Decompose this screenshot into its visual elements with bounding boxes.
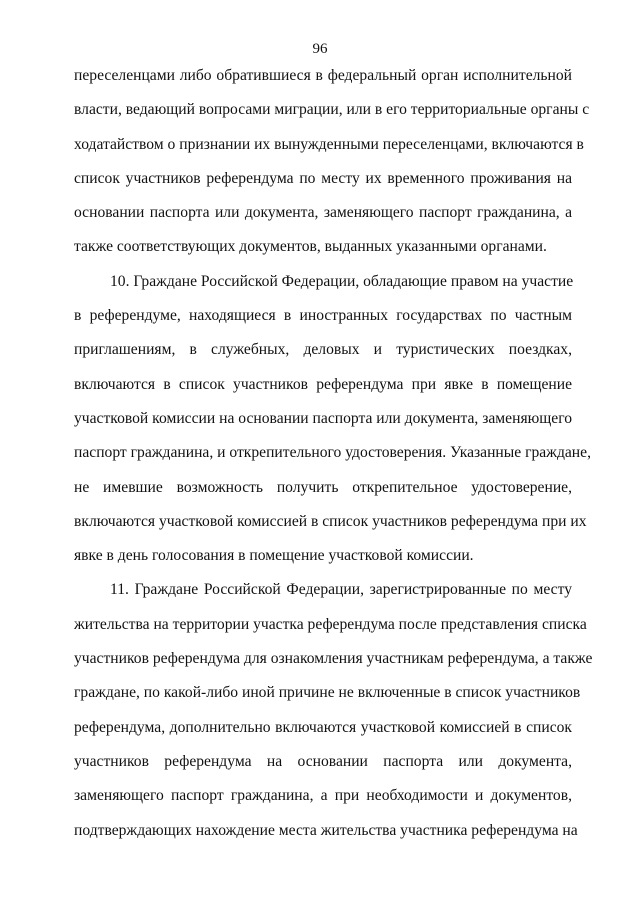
- text-line: референдума, дополнительно включаются участковой комиссией в список: [74, 718, 572, 736]
- text-line: явке в день голосования в помещение участковой комиссии.: [74, 547, 474, 565]
- text-line: ходатайством о признании их вынужденными переселенцами, включаются в: [74, 135, 584, 153]
- page-number: 96: [312, 41, 328, 57]
- text-line: включаются участковой комиссией в список участников референдума при их: [74, 512, 587, 530]
- document-body: [74, 65, 593, 854]
- text-line: власти, ведающий вопросами миграции, или в его территориальные органы с: [74, 101, 590, 119]
- text-line: основании паспорта или документа, заменяющего паспорт гражданина, а: [74, 204, 572, 222]
- paragraph-item-11: [74, 579, 593, 853]
- text-line: также соответствующих документов, выданных указанными органами.: [74, 238, 547, 256]
- text-line: жительства на территории участка референдума после представления списка: [74, 615, 587, 633]
- text-line: участников референдума для ознакомления участникам референдума, а также: [74, 650, 593, 668]
- text-line: список участников референдума по месту их временного проживания на: [74, 169, 572, 187]
- text-line: участковой комиссии на основании паспорта или документа, заменяющего: [74, 409, 572, 427]
- text-line: в референдуме, находящиеся в иностранных государствах по частным: [74, 307, 572, 325]
- text-line: заменяющего паспорт гражданина, а при необходимости и документов,: [74, 787, 572, 805]
- text-line: приглашениям, в служебных, деловых и туристических поездках,: [74, 341, 572, 359]
- text-line: не имевшие возможность получить открепительное удостоверение,: [74, 478, 572, 496]
- text-line: 10. Граждане Российской Федерации, обладающие правом на участие: [110, 272, 574, 290]
- paragraph-item-10: [74, 271, 591, 580]
- paragraph-continuation: [74, 65, 590, 271]
- text-line: граждане, по какой-либо иной причине не включенные в список участников: [74, 684, 581, 702]
- text-line: подтверждающих нахождение места жительства участника референдума на: [74, 821, 578, 839]
- text-line: включаются в список участников референдума при явке в помещение: [74, 375, 572, 393]
- text-line: переселенцами либо обратившиеся в федеральный орган исполнительной: [74, 67, 572, 84]
- text-line: паспорт гражданина, и открепительного удостоверения. Указанные граждане,: [74, 444, 591, 462]
- text-line: участников референдума на основании паспорта или документа,: [74, 752, 572, 770]
- text-line: 11. Граждане Российской Федерации, зарегистрированные по месту: [110, 581, 572, 599]
